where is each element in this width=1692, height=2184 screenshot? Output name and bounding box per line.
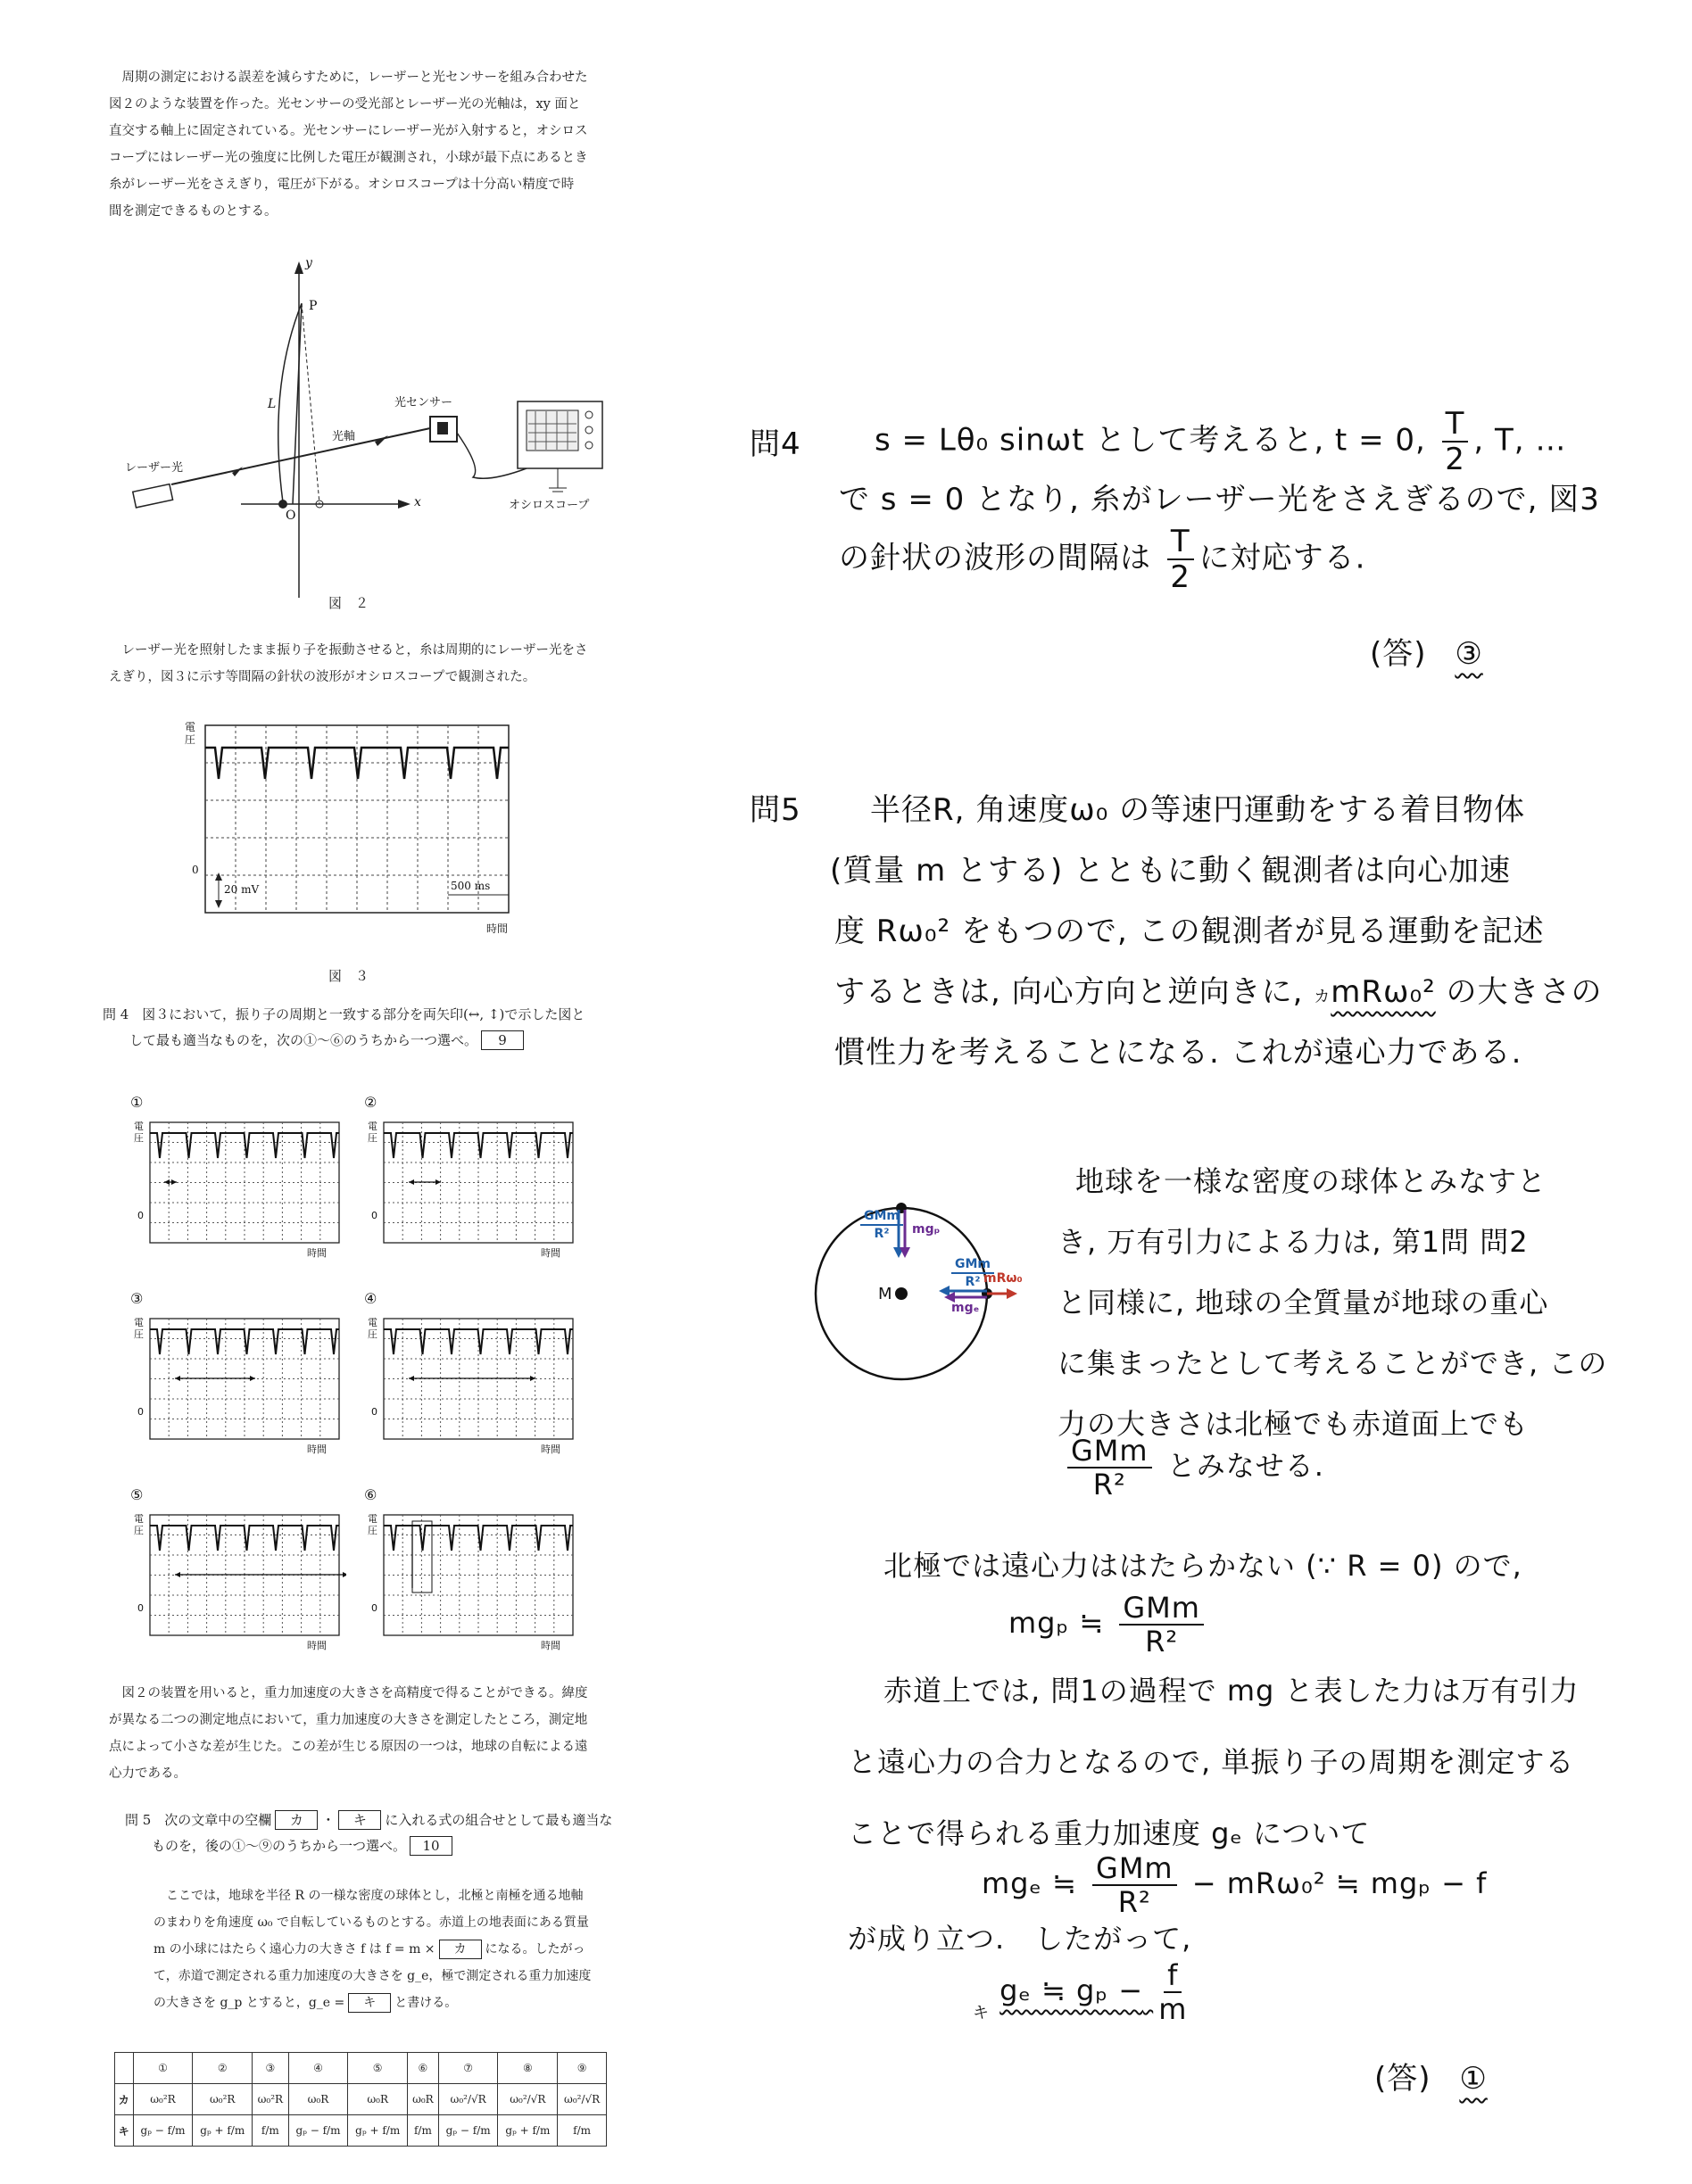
option-ylabel: 電 圧 bbox=[134, 1513, 144, 1536]
frac-num: f bbox=[1164, 1961, 1182, 1993]
option-label: ③ bbox=[130, 1290, 144, 1307]
choices-ka-cell: ω₀²R bbox=[193, 2084, 253, 2115]
option-xlabel: 時間 bbox=[541, 1247, 560, 1259]
pole-eq-lhs: mgₚ ≒ bbox=[1008, 1606, 1105, 1640]
choices-ka-cell: ω₀²/√R bbox=[558, 2084, 607, 2115]
q4-l1-fraction bbox=[1442, 406, 1469, 477]
q5-l4-ka-mark: カ bbox=[1314, 988, 1331, 1006]
question-5 bbox=[125, 1808, 625, 1859]
pole-eq-fraction bbox=[1119, 1591, 1204, 1659]
option-xlabel: 時間 bbox=[307, 1444, 327, 1455]
q5-line-2-text: ものを，後の①～⑨のうちから一つ選べ。 bbox=[152, 1838, 407, 1854]
option-zero: 0 bbox=[371, 1210, 377, 1221]
option-xlabel: 時間 bbox=[307, 1640, 327, 1651]
q4-line-1: 問 4 図３において，振り子の周期と一致する部分を両矢印(↔, ↕)で示した図と bbox=[103, 1006, 585, 1022]
option-4[interactable] bbox=[364, 1290, 580, 1481]
q5-l4b: の大きさの bbox=[1446, 974, 1603, 1010]
equator-equation bbox=[982, 1851, 1488, 1919]
q4-answer-value: ③ bbox=[1455, 636, 1483, 672]
earth-line: 力の大きさは北極でも赤道面上でも bbox=[1058, 1407, 1530, 1441]
frac-den: R² bbox=[965, 1275, 981, 1289]
earth-end: とみなせる. bbox=[1166, 1449, 1324, 1483]
choices-ki-cell: f/m bbox=[558, 2115, 607, 2147]
para4-line: ここでは，地球を半径 R の一様な密度の球体とし，北極と南極を通る地軸 bbox=[166, 1889, 584, 1903]
q5-l4-expression: mRω₀² bbox=[1331, 974, 1436, 1010]
earth-conclusion bbox=[1062, 1434, 1324, 1502]
earth-text bbox=[1058, 1151, 1607, 1454]
intro-line: 間を測定できるものとする。 bbox=[109, 204, 278, 219]
choices-table bbox=[114, 2052, 607, 2147]
choices-header-cell: ① bbox=[133, 2053, 193, 2084]
earth-line: と同様に, 地球の全質量が地球の重心 bbox=[1058, 1286, 1549, 1320]
diag-mge: mgₑ bbox=[951, 1301, 980, 1315]
intro-line: 周期の測定における誤差を減らすために，レーザーと光センサーを組み合わせた bbox=[121, 70, 588, 85]
choices-ka-cell: ω₀²/√R bbox=[438, 2084, 498, 2115]
frac-den: 2 bbox=[1170, 559, 1191, 595]
para2-line: レーザー光を照射したまま振り子を振動させると，糸は周期的にレーザー光をさ bbox=[121, 643, 588, 658]
final-lhs: gₑ ≒ gₚ − bbox=[999, 1973, 1144, 2007]
option-zero: 0 bbox=[137, 1602, 144, 1614]
earth-line: き, 万有引力による力は, 第1問 問2 bbox=[1058, 1225, 1529, 1259]
q5-line-4 bbox=[834, 967, 1603, 1011]
final-fraction bbox=[1158, 1958, 1188, 2026]
option-6[interactable] bbox=[364, 1486, 580, 1677]
eq2-fraction bbox=[1092, 1851, 1177, 1919]
q5-line-2: (質量 m とする) とともに動く観測者は向心加速 bbox=[830, 853, 1512, 889]
choices-ki-cell: gₚ + f/m bbox=[498, 2115, 558, 2147]
q5-l4a: するときは, 向心方向と逆向きに, bbox=[834, 974, 1304, 1010]
option-zero: 0 bbox=[371, 1406, 377, 1418]
option-label: ④ bbox=[364, 1290, 377, 1307]
q5-box-ka: カ bbox=[275, 1810, 318, 1830]
q5-answer-value: ① bbox=[1459, 2061, 1488, 2097]
para3-line: 点によって小さな差が生じた。この差が生じる原因の一つは，地球の自転による遠 bbox=[109, 1740, 588, 1754]
option-zero: 0 bbox=[137, 1406, 144, 1418]
para4-l5a: の大きさを g_p とすると，g_e = bbox=[153, 1996, 345, 2010]
para3-line: 心力である。 bbox=[109, 1766, 187, 1781]
diag-mrw: mRω₀ bbox=[983, 1271, 1023, 1286]
question-4 bbox=[103, 1002, 620, 1054]
para3-line: が異なる二つの測定地点において，重力加速度の大きさを測定したところ，測定地 bbox=[109, 1713, 588, 1727]
choices-header-cell bbox=[115, 2053, 134, 2084]
q5-answer-label: (答) bbox=[1374, 2061, 1431, 2097]
q4-answer-box: 9 bbox=[481, 1030, 524, 1050]
intro-line: 糸がレーザー光をさえぎり，電圧が下がる。オシロスコープは十分高い精度で時 bbox=[109, 178, 575, 192]
choices-ka-row bbox=[115, 2084, 607, 2115]
q5-box-ki: キ bbox=[338, 1810, 381, 1830]
fig3-xlabel: 時間 bbox=[486, 922, 509, 935]
q4-answer-label: (答) bbox=[1370, 636, 1427, 672]
earth-fraction bbox=[1067, 1434, 1152, 1502]
para4-box-ki: キ bbox=[348, 1993, 391, 2013]
q4-line-2-text: して最も適当なものを，次の①～⑥のうちから一つ選べ。 bbox=[129, 1032, 478, 1048]
para4-l3b: になる。したがっ bbox=[485, 1942, 585, 1956]
equator-text bbox=[848, 1655, 1580, 1869]
figure-3-caption: 図 ３ bbox=[328, 968, 369, 984]
eq2-rhs: − mRω₀² ≒ mgₚ − f bbox=[1191, 1866, 1488, 1900]
fig2-laser-label: レーザー光 bbox=[125, 461, 184, 475]
para4-line bbox=[153, 1936, 618, 1963]
figure-2 bbox=[107, 254, 607, 629]
option-zero: 0 bbox=[371, 1602, 377, 1614]
diag-gmm-top bbox=[855, 1210, 908, 1240]
pole-line: 北極では遠心力ははたらかない (∵ R = 0) ので, bbox=[883, 1549, 1522, 1583]
option-label: ① bbox=[130, 1094, 144, 1111]
q4-l3b: に対応する. bbox=[1198, 540, 1366, 576]
q5-line-1b: に入れる式の組合せとして最も適当な bbox=[385, 1812, 613, 1828]
paragraph-3 bbox=[109, 1680, 618, 1787]
choices-ki-cell: gₚ + f/m bbox=[348, 2115, 408, 2147]
fig2-x-label: x bbox=[414, 495, 421, 509]
option-ylabel: 電 圧 bbox=[368, 1513, 377, 1536]
q4-l3-fraction bbox=[1167, 524, 1194, 595]
q4-l3a: の針状の波形の間隔は bbox=[839, 540, 1151, 576]
choices-ka-cell: ω₀²R bbox=[133, 2084, 193, 2115]
figure-2-caption: 図 ２ bbox=[328, 595, 369, 611]
choices-header-row bbox=[115, 2053, 607, 2084]
choices-header-cell: ⑥ bbox=[408, 2053, 439, 2084]
para2-line: えぎり，図３に示す等間隔の針状の波形がオシロスコープで観測された。 bbox=[109, 670, 536, 684]
frac-num: GMm bbox=[860, 1210, 903, 1226]
frac-num: GMm bbox=[1092, 1854, 1177, 1886]
choices-header-cell: ⑦ bbox=[438, 2053, 498, 2084]
option-5[interactable] bbox=[130, 1486, 346, 1677]
pole-equation bbox=[1008, 1591, 1209, 1659]
option-ylabel: 電 圧 bbox=[134, 1317, 144, 1340]
para4-line: のまわりを角速度 ω₀ で自転しているものとする。赤道上の地表面にある質量 bbox=[153, 1915, 589, 1930]
earth-diagram bbox=[812, 1187, 1026, 1401]
paragraph-4 bbox=[153, 1882, 618, 2016]
choices-header-cell: ⑧ bbox=[498, 2053, 558, 2084]
frac-num: GMm bbox=[1067, 1436, 1152, 1468]
option-label: ② bbox=[364, 1094, 377, 1111]
fig3-zero: 0 bbox=[192, 864, 199, 876]
option-label: ⑥ bbox=[364, 1486, 377, 1503]
choices-ka-cell: ω₀²/√R bbox=[498, 2084, 558, 2115]
frac-num: T bbox=[1167, 526, 1194, 560]
choices-ki-cell: f/m bbox=[408, 2115, 439, 2147]
option-ylabel: 電 圧 bbox=[134, 1121, 144, 1144]
final-expression bbox=[999, 1958, 1192, 2026]
earth-line: 地球を一様な密度の球体とみなすと bbox=[1075, 1164, 1547, 1198]
choices-header-cell: ② bbox=[193, 2053, 253, 2084]
fig3-ylabel: 電 圧 bbox=[185, 721, 196, 746]
choices-header-cell: ⑤ bbox=[348, 2053, 408, 2084]
q5-line-1a: 問 5 次の文章中の空欄 bbox=[125, 1812, 272, 1828]
frac-den: R² bbox=[1092, 1468, 1126, 1502]
fig2-p-label: P bbox=[309, 299, 318, 313]
para4-line bbox=[153, 1990, 618, 2016]
choices-ki-cell: gₚ − f/m bbox=[288, 2115, 348, 2147]
q4-title: 問4 bbox=[750, 426, 801, 462]
choices-ka-cell: ω₀R bbox=[288, 2084, 348, 2115]
choices-ka-cell: ω₀R bbox=[408, 2084, 439, 2115]
earth-diagram-drawing bbox=[812, 1187, 1026, 1401]
q4-l1-end: , T, … bbox=[1473, 422, 1567, 459]
frac-den: 2 bbox=[1445, 442, 1465, 477]
choices-ki-cell: gₚ − f/m bbox=[133, 2115, 193, 2147]
fig2-scope-label: オシロスコープ bbox=[509, 499, 590, 512]
q5-line-1: 半径R, 角速度ω₀ の等速円運動をする着目物体 bbox=[870, 792, 1526, 828]
choices-ki-row bbox=[115, 2115, 607, 2147]
option-xlabel: 時間 bbox=[541, 1444, 560, 1455]
intro-paragraph bbox=[109, 64, 609, 225]
fig2-l-label: L bbox=[268, 397, 277, 411]
eq-line-3: ことで得られる重力加速度 gₑ について bbox=[848, 1816, 1371, 1850]
earth-line: に集まったとして考えることができ, この bbox=[1058, 1346, 1608, 1380]
option-label: ⑤ bbox=[130, 1486, 144, 1503]
choices-ka-cell: ω₀²R bbox=[253, 2084, 289, 2115]
option-ylabel: 電 圧 bbox=[368, 1121, 377, 1144]
eq-line-2: と遠心力の合力となるので, 単振り子の周期を測定する bbox=[848, 1745, 1575, 1779]
q4-answer bbox=[1370, 629, 1483, 673]
figure-3-drawing bbox=[183, 721, 522, 944]
eq-line-1: 赤道上では, 問1の過程で mg と表した力は万有引力 bbox=[883, 1674, 1580, 1708]
diag-m-label: M bbox=[878, 1285, 892, 1303]
para4-l3a: m の小球にはたらく遠心力の大きさ f は f = m × bbox=[153, 1942, 435, 1956]
intro-line: コープにはレーザー光の強度に比例した電圧が観測され，小球が最下点にあるとき bbox=[109, 151, 588, 165]
para3-line: 図２の装置を用いると，重力加速度の大きさを高精度で得ることができる。緯度 bbox=[121, 1686, 588, 1700]
fig2-o-label: O bbox=[286, 509, 296, 523]
fig3-mv: 20 mV bbox=[224, 883, 260, 896]
q5-line-3: 度 Rω₀² をもつので, この観測者が見る運動を記述 bbox=[834, 914, 1545, 949]
choices-header-cell: ④ bbox=[288, 2053, 348, 2084]
choices-ki-cell: gₚ + f/m bbox=[193, 2115, 253, 2147]
choices-ka-cell: ω₀R bbox=[348, 2084, 408, 2115]
frac-den: m bbox=[1158, 1992, 1188, 2026]
q5-line-2 bbox=[125, 1833, 625, 1859]
figure-3 bbox=[183, 721, 522, 944]
paragraph-2 bbox=[109, 637, 609, 691]
q5-answer-box: 10 bbox=[410, 1836, 452, 1856]
intro-line: 図２のような装置を作った。光センサーの受光部とレーザー光の光軸は，xy 面と bbox=[109, 97, 581, 112]
q4-line-2: で s = 0 となり, 糸がレーザー光をさえぎるので, 図3 bbox=[839, 482, 1600, 517]
q5-answer bbox=[1374, 2054, 1488, 2097]
intro-line: 直交する軸上に固定されている。光センサーにレーザー光が入射すると，オシロス bbox=[109, 124, 588, 138]
q4-l1-text: s = Lθ₀ sinωt として考えると, t = 0, bbox=[875, 422, 1426, 459]
option-3[interactable] bbox=[130, 1290, 346, 1481]
option-zero: 0 bbox=[137, 1210, 144, 1221]
frac-num: T bbox=[1442, 409, 1469, 443]
frac-num: GMm bbox=[951, 1258, 994, 1274]
para4-l5b: と書ける。 bbox=[394, 1996, 458, 2010]
q4-line-1 bbox=[875, 406, 1567, 477]
choices-ki-cell: f/m bbox=[253, 2115, 289, 2147]
figure-2-drawing bbox=[107, 254, 607, 629]
q5-line-1 bbox=[125, 1808, 625, 1833]
eq2-lhs: mgₑ ≒ bbox=[982, 1866, 1077, 1900]
option-2[interactable] bbox=[364, 1094, 580, 1285]
frac-den: R² bbox=[1145, 1625, 1179, 1659]
fig2-y-label: y bbox=[305, 256, 312, 270]
option-xlabel: 時間 bbox=[307, 1247, 327, 1259]
holds-line: が成り立つ. したがって, bbox=[848, 1922, 1192, 1956]
option-ylabel: 電 圧 bbox=[368, 1317, 377, 1340]
q4-line-3 bbox=[839, 524, 1366, 595]
fig3-ms: 500 ms bbox=[451, 880, 491, 892]
choices-ka-cell: カ bbox=[115, 2084, 134, 2115]
fig2-sensor-label: 光センサー bbox=[394, 396, 453, 410]
choices-ki-cell: キ bbox=[115, 2115, 134, 2147]
fig2-axis-label: 光軸 bbox=[332, 430, 356, 443]
q5-dot: ・ bbox=[321, 1812, 336, 1828]
q5-title: 問5 bbox=[750, 792, 801, 828]
option-1[interactable] bbox=[130, 1094, 346, 1285]
option-xlabel: 時間 bbox=[541, 1640, 560, 1651]
diag-mgp-top: mgₚ bbox=[912, 1222, 941, 1237]
frac-num: GMm bbox=[1119, 1593, 1204, 1626]
final-equation bbox=[973, 1958, 1192, 2026]
choices-header-cell: ③ bbox=[253, 2053, 289, 2084]
final-ki-mark: キ bbox=[973, 2004, 990, 2023]
para4-box-ka: カ bbox=[439, 1940, 482, 1959]
choices-header-cell: ⑨ bbox=[558, 2053, 607, 2084]
para4-line: て，赤道で測定される重力加速度の大きさを g_e，極で測定される重力加速度 bbox=[153, 1969, 592, 1983]
frac-den: R² bbox=[1117, 1885, 1151, 1919]
q4-line-2 bbox=[103, 1028, 620, 1054]
frac-den: R² bbox=[874, 1227, 890, 1241]
q5-line-5: 慣性力を考えることになる. これが遠心力である. bbox=[834, 1035, 1522, 1071]
choices-ki-cell: gₚ − f/m bbox=[438, 2115, 498, 2147]
